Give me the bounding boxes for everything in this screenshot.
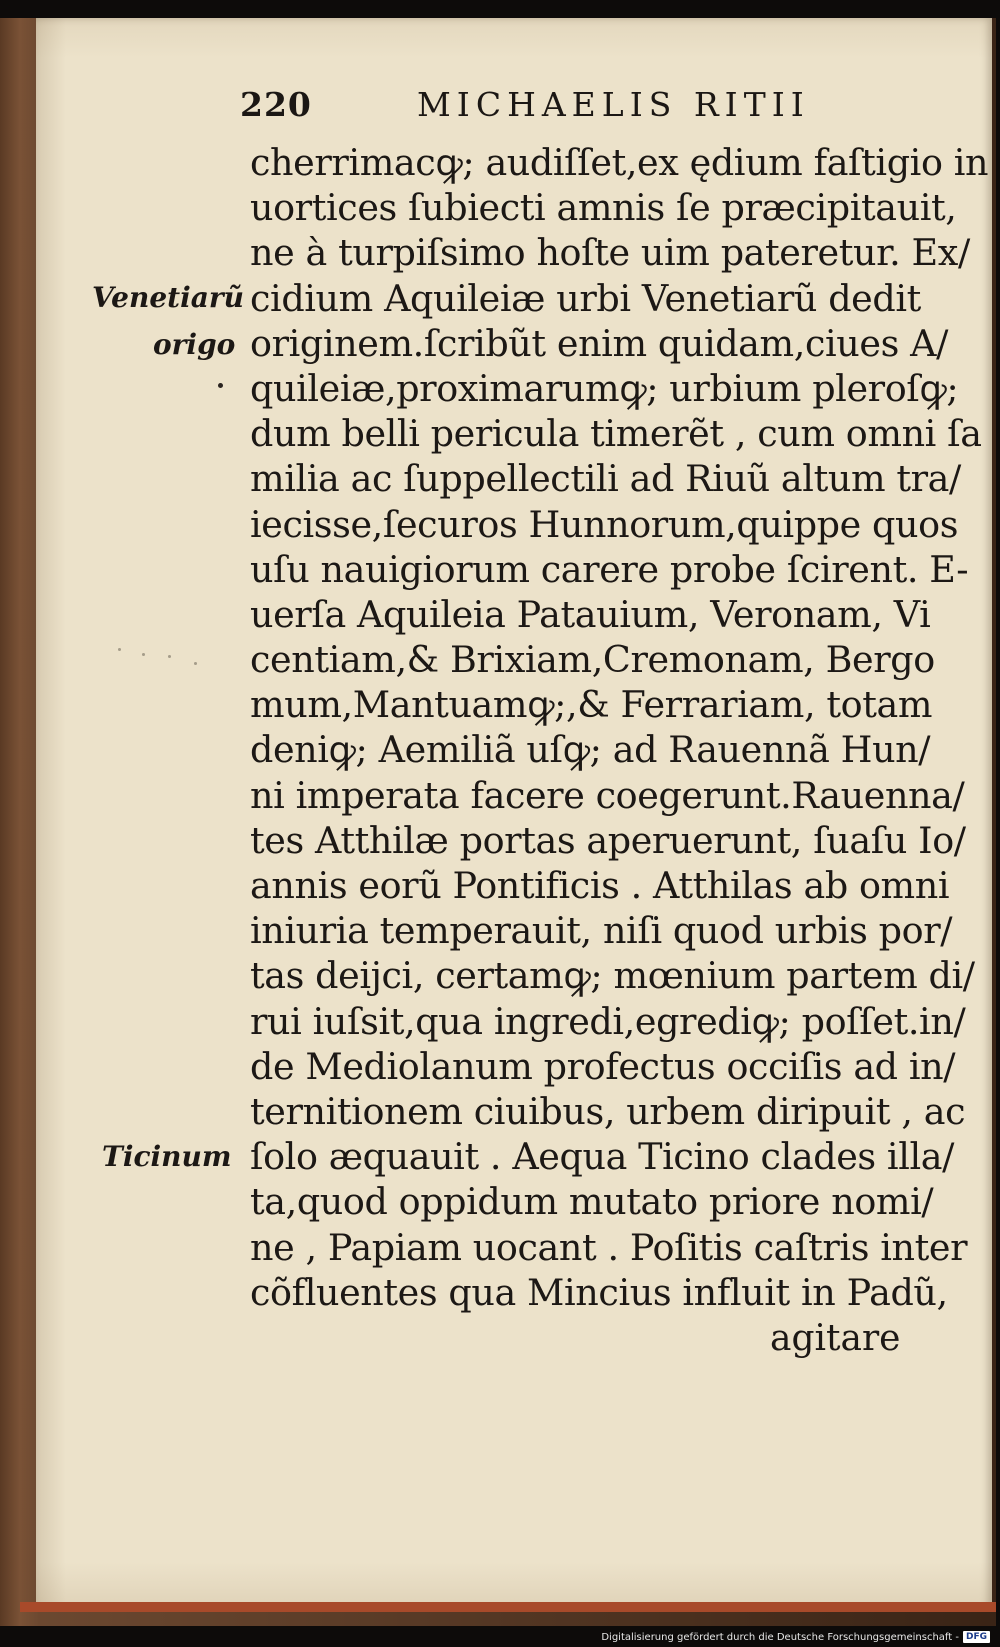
body-text [250,140,989,1315]
text-line: iniuria temperauit, niſi quod urbis por/ [250,909,953,953]
text-line: centiam,& Brixiam,Cremonam, Bergo [250,638,935,682]
page-header [240,85,860,129]
text-line: rui iuſsit,qua ingredi,egrediꝙ; poſſet.in/ [250,999,966,1043]
text-line: cõfluentes qua Mincius influit in Padũ, [250,1270,948,1314]
text-line: cidium Aquileiæ urbi Venetiarũ dedit [250,276,921,320]
catchword: agitare [770,1318,901,1359]
text-line: mum,Mantuamꝙ;,& Ferrariam, totam [250,683,933,727]
text-line: uortices ſubiecti amnis ſe præcipitauit, [250,186,957,230]
text-line: tas deijci, certamꝙ; mœnium partem di/ [250,954,975,998]
digitization-footer [601,1631,990,1643]
text-line: ternitionem ciuibus, urbem diripuit , ac [250,1089,966,1133]
dfg-logo-icon: DFG [963,1631,990,1643]
running-head: MICHAELIS RITII [417,85,810,124]
text-line: ſolo æquauit . Aequa Ticino clades illa/ [250,1135,955,1179]
text-line: ta,quod oppidum mutato priore nomi/ [250,1180,934,1224]
text-line: ne à turpiſsimo hoſte uim pateretur. Ex/ [250,231,970,275]
footer-credit-text: Digitalisierung gefördert durch die Deutsche Forschungsgemeinschaft - [601,1631,959,1643]
text-line: cherrimacꝙ; audiſſet,ex ędium faſtigio in [250,141,989,184]
text-line: annis eorũ Pontificis . Atthilas ab omni [250,864,950,907]
text-line: quileiæ,proximarumꝙ; urbium pleroſꝙ; [250,366,959,410]
text-line: tes Atthilæ portas aperuerunt, ſuaſu Io/ [250,818,966,862]
page-number: 220 [240,85,312,124]
text-line: ne , Papiam uocant . Poſitis caſtris inter [250,1225,968,1269]
text-line: originem.ſcribũt enim quidam,ciues A/ [250,321,948,365]
text-line: uerſa Aquileia Patauium, Veronam, Vi [250,592,931,636]
ink-speck [168,655,171,658]
text-line: de Mediolanum profectus occiſis ad in/ [250,1044,956,1088]
ink-speck [118,648,121,651]
ink-speck [142,653,145,656]
text-line: milia ac ſuppellectili ad Riuũ altum tra/ [250,457,961,501]
text-line: iecisse,ſecuros Hunnorum,quippe quos [250,502,959,546]
ink-speck [194,662,197,665]
text-line: dum belli pericula timerẽt , cum omni ſa [250,412,982,456]
text-line: ni imperata facere coegerunt.Rauenna/ [250,773,965,817]
text-line: deniꝙ; Aemiliã uſꝙ; ad Rauennã Hun/ [250,728,931,772]
marginal-dot-mark [218,383,223,388]
marginal-note: Ticinum [102,1140,232,1173]
marginal-note: Venetiarũ [92,281,244,314]
text-line: uſu nauigiorum carere probe ſcirent. E- [250,547,969,591]
page-bottom-edge [20,1602,996,1612]
marginal-note: origo [153,328,236,361]
